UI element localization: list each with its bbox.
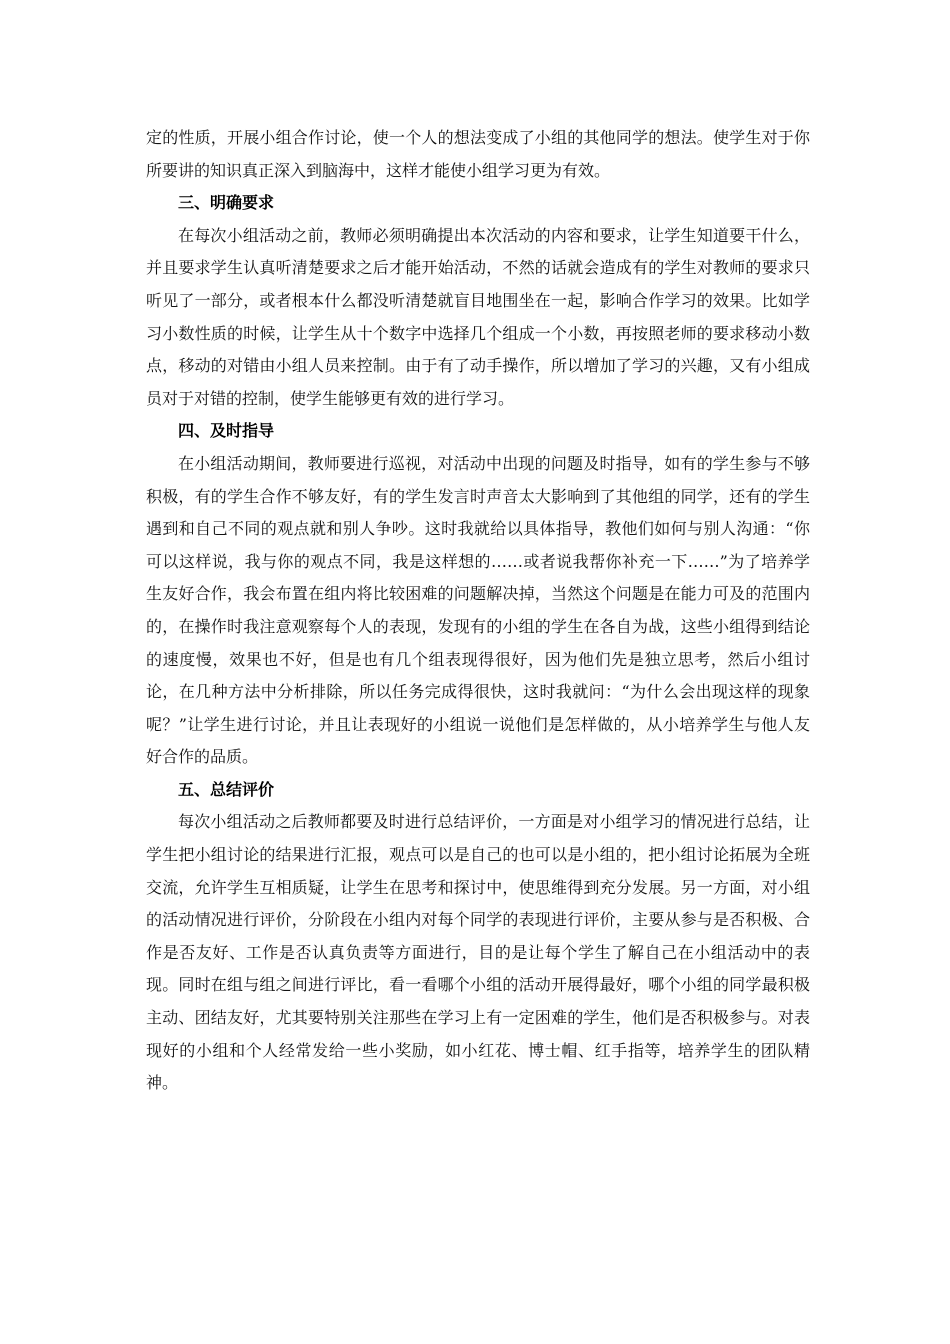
section-heading-timely-guidance: 四、及时指导 xyxy=(178,421,275,441)
section-heading-clear-requirements: 三、明确要求 xyxy=(178,193,275,213)
intro-paragraph: 定的性质，开展小组合作讨论，使一个人的想法变成了小组的其他同学的想法。使学生对于你所要讲的知识真正深入到脑海中，这样才能使小组学习更为有效。 xyxy=(146,128,810,180)
section-body-clear-requirements: 在每次小组活动之前，教师必须明确提出本次活动的内容和要求，让学生知道要干什么，并且要求学生认真听清楚要求之后才能开始活动，不然的话就会造成有的学生对教师的要求只听见了一部分，或者根本什么都没听清楚就盲目地围坐在一起，影响合作学习的效果。比如学习小数性质的时候，让学生从十个数字中选择几个组成一个小数，再按照老师的要求移动小数点，移动的对错由小组人员来控制。由于有了动手操作，所以增加了学习的兴趣，又有小组成员对于对错的控制，使学生能够更有效的进行学习。 xyxy=(146,225,810,408)
section-body-timely-guidance: 在小组活动期间，教师要进行巡视，对活动中出现的问题及时指导，如有的学生参与不够积极，有的学生合作不够友好，有的学生发言时声音太大影响到了其他组的同学，还有的学生遇到和自己不同的观点就和别人争吵。这时我就给以具体指导，教他们如何与别人沟通：“你可以这样说，我与你的观点不同，我是这样想的……或者说我帮你补充一下……”为了培养学生友好合作，我会布置在组内将比较困难的问题解决掉，当然这个问题是在能力可及的范围内的，在操作时我注意观察每个人的表现，发现有的小组的学生在各自为战，这些小组得到结论的速度慢，效果也不好，但是也有几个组表现得很好，因为他们先是独立思考，然后小组讨论，在几种方法中分析排除，所以任务完成得很快，这时我就问：“为什么会出现这样的现象呢？”让学生进行讨论，并且让表现好的小组说一说他们是怎样做的，从小培养学生与他人友好合作的品质。 xyxy=(146,453,810,767)
section-heading-summary-evaluation: 五、总结评价 xyxy=(178,779,275,799)
section-body-summary-evaluation: 每次小组活动之后教师都要及时进行总结评价，一方面是对小组学习的情况进行总结，让学生把小组讨论的结果进行汇报，观点可以是自己的也可以是小组的，把小组讨论拓展为全班交流，允许学生互相质疑，让学生在思考和探讨中，使思维得到充分发展。另一方面，对小组的活动情况进行评价，分阶段在小组内对每个同学的表现进行评价，主要从参与是否积极、合作是否友好、工作是否认真负责等方面进行，目的是让每个学生了解自己在小组活动中的表现。同时在组与组之间进行评比，看一看哪个小组的活动开展得最好，哪个小组的同学最积极主动、团结友好，尤其要特别关注那些在学习上有一定困难的学生，他们是否积极参与。对表现好的小组和个人经常发给一些小奖励，如小红花、博士帽、红手指等，培养学生的团队精神。 xyxy=(146,812,810,1093)
document-page xyxy=(146,122,810,1100)
